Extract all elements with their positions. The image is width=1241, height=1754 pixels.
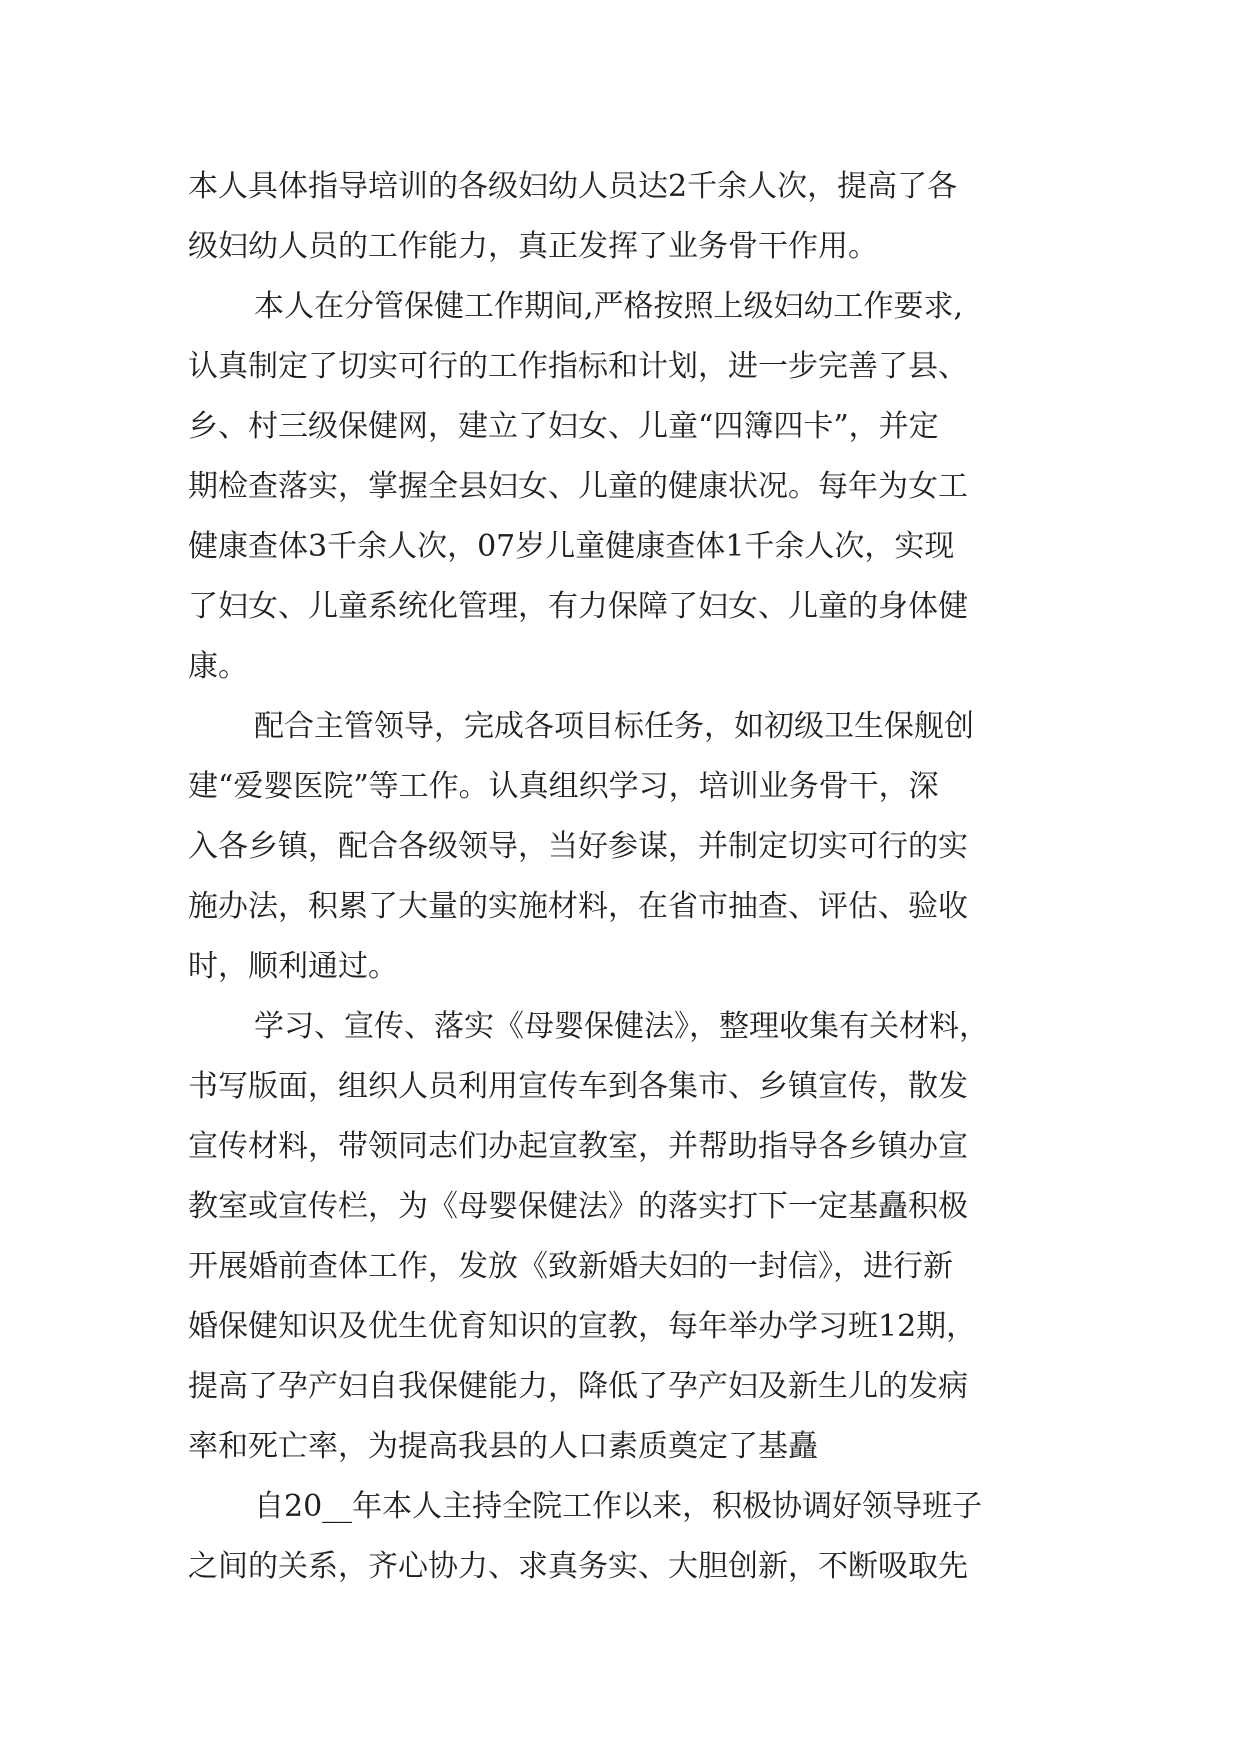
text-line: 宣传材料，带领同志们办起宣教室，并帮助指导各乡镇办宣 <box>188 1129 968 1164</box>
paragraph-first-line: 学习、宣传、落实《母婴保健法》，整理收集有关材料， <box>254 1009 989 1044</box>
paragraph-first-line: 配合主管领导，完成各项目标任务，如初级卫生保舰创 <box>254 709 974 744</box>
paragraph-first-line: 自20__年本人主持全院工作以来，积极协调好领导班子 <box>254 1489 983 1524</box>
text-line: 开展婚前查体工作，发放《致新婚夫妇的一封信》，进行新 <box>188 1249 953 1284</box>
text-line: 施办法，积累了大量的实施材料，在省市抽查、评估、验收 <box>188 889 968 924</box>
text-line: 教室或宣传栏，为《母婴保健法》的落实打下一定基矗积极 <box>188 1189 968 1224</box>
text-line: 提高了孕产妇自我保健能力，降低了孕产妇及新生儿的发病 <box>188 1369 968 1404</box>
text-line: 本人具体指导培训的各级妇幼人员达2千余人次，提高了各 <box>188 169 958 204</box>
text-line: 建“爱婴医院”等工作。认真组织学习，培训业务骨干，深 <box>188 769 939 804</box>
text-line: 了妇女、儿童系统化管理，有力保障了妇女、儿童的身体健 <box>188 589 968 624</box>
text-line: 期检查落实，掌握全县妇女、儿童的健康状况。每年为女工 <box>188 469 968 504</box>
text-line: 级妇幼人员的工作能力，真正发挥了业务骨干作用。 <box>188 229 878 264</box>
text-line: 入各乡镇，配合各级领导，当好参谋，并制定切实可行的实 <box>188 829 968 864</box>
text-line: 时，顺利通过。 <box>188 949 398 984</box>
document-body <box>188 157 1088 1597</box>
text-line: 书写版面，组织人员利用宣传车到各集市、乡镇宣传，散发 <box>188 1069 968 1104</box>
text-line: 之间的关系，齐心协力、求真务实、大胆创新，不断吸取先 <box>188 1549 968 1584</box>
text-line: 认真制定了切实可行的工作指标和计划，进一步完善了县、 <box>188 349 968 384</box>
text-line: 婚保健知识及优生优育知识的宣教，每年举办学习班12期， <box>188 1309 977 1344</box>
text-line: 康。 <box>188 649 248 684</box>
paragraph-first-line: 本人在分管保健工作期间,严格按照上级妇幼工作要求, <box>254 289 964 324</box>
text-line: 健康查体3千余人次，07岁儿童健康查体1千余人次，实现 <box>188 529 955 564</box>
text-line: 率和死亡率，为提高我县的人口素质奠定了基矗 <box>188 1429 818 1464</box>
text-line: 乡、村三级保健网，建立了妇女、儿童“四簿四卡”，并定 <box>188 409 939 444</box>
